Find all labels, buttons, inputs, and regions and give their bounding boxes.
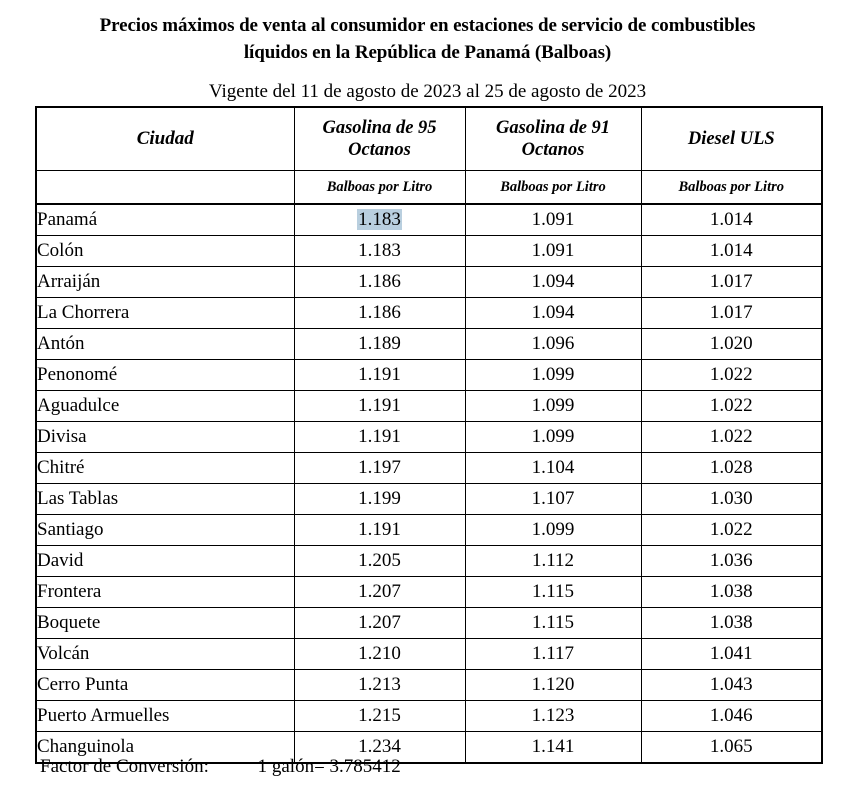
cell-city: Boquete xyxy=(36,608,294,639)
cell-gasolina-91: 1.141 xyxy=(465,732,641,764)
cell-gasolina-91: 1.117 xyxy=(465,639,641,670)
cell-gasolina-95: 1.191 xyxy=(294,391,465,422)
table-row xyxy=(36,701,822,732)
cell-gasolina-91: 1.091 xyxy=(465,236,641,267)
table-row xyxy=(36,422,822,453)
cell-gasolina-91: 1.107 xyxy=(465,484,641,515)
cell-diesel-uls: 1.022 xyxy=(641,360,822,391)
title-block xyxy=(0,0,855,104)
table-body xyxy=(36,204,822,763)
cell-diesel-uls: 1.043 xyxy=(641,670,822,701)
cell-gasolina-91: 1.120 xyxy=(465,670,641,701)
table-row xyxy=(36,639,822,670)
cell-gasolina-95: 1.191 xyxy=(294,360,465,391)
cell-city: David xyxy=(36,546,294,577)
cell-diesel-uls: 1.022 xyxy=(641,422,822,453)
table-header-row xyxy=(36,107,822,171)
cell-diesel-uls: 1.036 xyxy=(641,546,822,577)
cell-gasolina-91: 1.123 xyxy=(465,701,641,732)
table-row xyxy=(36,360,822,391)
cell-gasolina-91: 1.112 xyxy=(465,546,641,577)
document-title-line-2: líquidos en la República de Panamá (Balboas) xyxy=(243,42,612,63)
cell-diesel-uls: 1.014 xyxy=(641,236,822,267)
cell-gasolina-91: 1.099 xyxy=(465,360,641,391)
unit-cell-gasolina-91: Balboas por Litro xyxy=(465,171,641,205)
cell-diesel-uls: 1.014 xyxy=(641,204,822,236)
cell-diesel-uls: 1.022 xyxy=(641,391,822,422)
table-row xyxy=(36,546,822,577)
cell-gasolina-95: 1.183 xyxy=(294,236,465,267)
cell-gasolina-91: 1.096 xyxy=(465,329,641,360)
column-header-diesel-uls: Diesel ULS xyxy=(641,107,822,171)
cell-city: Puerto Armuelles xyxy=(36,701,294,732)
cell-diesel-uls: 1.030 xyxy=(641,484,822,515)
cell-gasolina-95: 1.191 xyxy=(294,422,465,453)
column-header-ciudad: Ciudad xyxy=(36,107,294,171)
cell-gasolina-91: 1.115 xyxy=(465,577,641,608)
table-row xyxy=(36,608,822,639)
cell-gasolina-95: 1.215 xyxy=(294,701,465,732)
cell-gasolina-95: 1.234 xyxy=(294,732,465,764)
cell-city: Volcán xyxy=(36,639,294,670)
cell-gasolina-91: 1.115 xyxy=(465,608,641,639)
cell-gasolina-95: 1.207 xyxy=(294,577,465,608)
cell-city: Las Tablas xyxy=(36,484,294,515)
unit-cell-ciudad xyxy=(36,171,294,205)
cell-gasolina-91: 1.099 xyxy=(465,515,641,546)
cell-diesel-uls: 1.038 xyxy=(641,608,822,639)
cell-gasolina-91: 1.094 xyxy=(465,267,641,298)
cell-gasolina-91: 1.104 xyxy=(465,453,641,484)
cell-gasolina-95: 1.205 xyxy=(294,546,465,577)
cell-city: Frontera xyxy=(36,577,294,608)
conversion-factor-label: Factor de Conversión: xyxy=(40,756,209,777)
table-row xyxy=(36,204,822,236)
table-row xyxy=(36,484,822,515)
cell-gasolina-91: 1.094 xyxy=(465,298,641,329)
cell-city: Panamá xyxy=(36,204,294,236)
column-header-gasolina-91: Gasolina de 91 Octanos xyxy=(465,107,641,171)
table-header xyxy=(36,107,822,204)
cell-city: Penonomé xyxy=(36,360,294,391)
cell-gasolina-95: 1.186 xyxy=(294,298,465,329)
cell-gasolina-95: 1.207 xyxy=(294,608,465,639)
cell-gasolina-91: 1.091 xyxy=(465,204,641,236)
table-row xyxy=(36,236,822,267)
table-row xyxy=(36,453,822,484)
cell-gasolina-95: 1.197 xyxy=(294,453,465,484)
cell-city: La Chorrera xyxy=(36,298,294,329)
cell-city: Cerro Punta xyxy=(36,670,294,701)
fuel-price-table xyxy=(35,106,823,764)
cell-diesel-uls: 1.028 xyxy=(641,453,822,484)
column-header-gasolina-95: Gasolina de 95 Octanos xyxy=(294,107,465,171)
cell-city: Divisa xyxy=(36,422,294,453)
conversion-factor-footer xyxy=(40,756,401,778)
cell-diesel-uls: 1.022 xyxy=(641,515,822,546)
table-row xyxy=(36,298,822,329)
unit-cell-diesel-uls: Balboas por Litro xyxy=(641,171,822,205)
cell-diesel-uls: 1.038 xyxy=(641,577,822,608)
cell-city: Santiago xyxy=(36,515,294,546)
selected-value-highlight[interactable]: 1.183 xyxy=(358,209,401,230)
cell-city: Changuinola xyxy=(36,732,294,764)
cell-gasolina-95: 1.210 xyxy=(294,639,465,670)
cell-gasolina-95: 1.213 xyxy=(294,670,465,701)
cell-city: Aguadulce xyxy=(36,391,294,422)
table-row xyxy=(36,670,822,701)
cell-gasolina-95 xyxy=(294,204,465,236)
table-row xyxy=(36,267,822,298)
cell-city: Antón xyxy=(36,329,294,360)
document-title-line-1: Precios máximos de venta al consumidor en estaciones de servicio de combustibles xyxy=(99,15,756,36)
table-row xyxy=(36,329,822,360)
cell-city: Chitré xyxy=(36,453,294,484)
table-unit-row xyxy=(36,171,822,205)
cell-diesel-uls: 1.017 xyxy=(641,267,822,298)
table-row xyxy=(36,391,822,422)
cell-gasolina-95: 1.199 xyxy=(294,484,465,515)
cell-gasolina-91: 1.099 xyxy=(465,391,641,422)
cell-gasolina-95: 1.189 xyxy=(294,329,465,360)
validity-period-subtitle: Vigente del 11 de agosto de 2023 al 25 de agosto de 2023 xyxy=(208,81,647,102)
cell-gasolina-95: 1.186 xyxy=(294,267,465,298)
conversion-factor-value: 1 galón= 3.785412 xyxy=(257,756,401,777)
cell-city: Colón xyxy=(36,236,294,267)
unit-cell-gasolina-95: Balboas por Litro xyxy=(294,171,465,205)
cell-diesel-uls: 1.065 xyxy=(641,732,822,764)
cell-gasolina-95: 1.191 xyxy=(294,515,465,546)
table-row xyxy=(36,577,822,608)
cell-gasolina-91: 1.099 xyxy=(465,422,641,453)
table-row xyxy=(36,515,822,546)
cell-diesel-uls: 1.017 xyxy=(641,298,822,329)
cell-diesel-uls: 1.020 xyxy=(641,329,822,360)
cell-diesel-uls: 1.041 xyxy=(641,639,822,670)
price-table-container xyxy=(35,106,821,764)
cell-diesel-uls: 1.046 xyxy=(641,701,822,732)
cell-city: Arraiján xyxy=(36,267,294,298)
